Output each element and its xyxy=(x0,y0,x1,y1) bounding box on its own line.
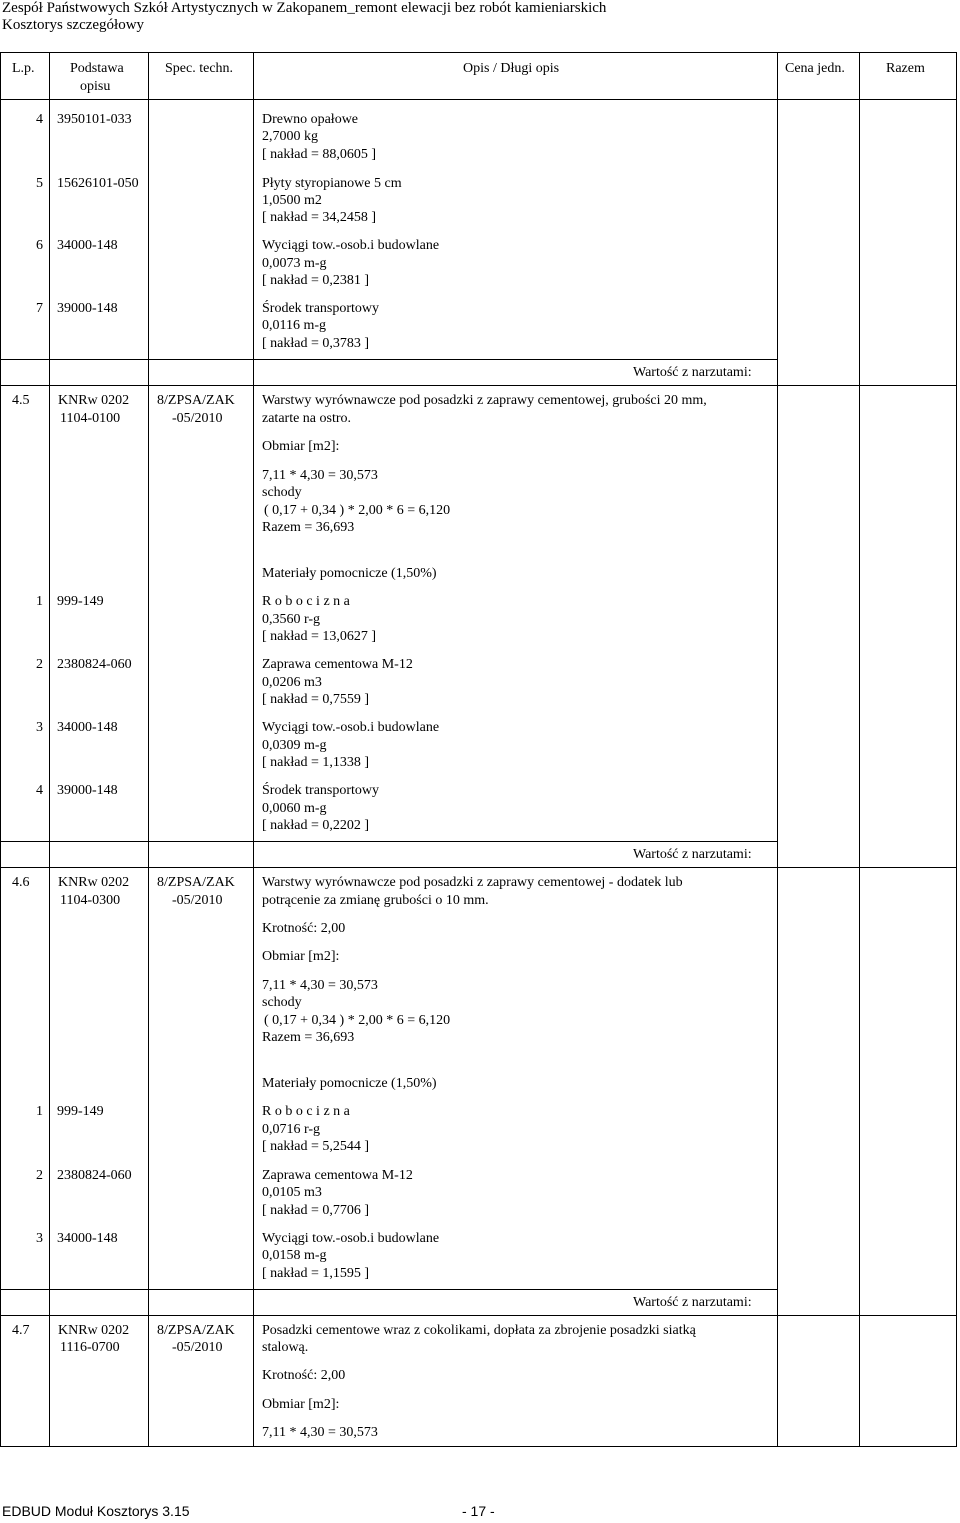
item-desc: Zaprawa cementowa M-12 xyxy=(262,657,413,672)
calc-line: Razem = 36,693 xyxy=(262,1030,355,1045)
item-qty: 1,0500 m2 xyxy=(262,193,322,208)
item-code: 34000-148 xyxy=(57,720,118,735)
position-lp: 4.5 xyxy=(12,393,30,408)
col-podstawa-1: Podstawa xyxy=(70,61,124,76)
item-code: 2380824-060 xyxy=(57,657,132,672)
item-code: 15626101-050 xyxy=(57,176,139,191)
calc-line: schody xyxy=(262,995,302,1010)
item-nr: 2 xyxy=(36,657,43,672)
col-podstawa-2: opisu xyxy=(80,79,111,94)
item-naklad: [ nakład = 0,2202 ] xyxy=(262,818,370,833)
position-basis: KNRw 0202 xyxy=(58,393,130,408)
doc-header-line2: Kosztorys szczegółowy xyxy=(2,17,145,33)
item-nr: 2 xyxy=(36,1168,43,1183)
position-basis: 1104-0300 xyxy=(60,893,121,908)
item-naklad: [ nakład = 0,7559 ] xyxy=(262,692,370,707)
item-qty: 0,0716 r-g xyxy=(262,1122,321,1137)
wartosc-label: Wartość z narzutami: xyxy=(633,1295,752,1310)
item-code: 34000-148 xyxy=(57,1231,118,1246)
col-spec: Spec. techn. xyxy=(165,61,234,76)
item-nr: 4 xyxy=(36,112,43,127)
position-spec: -05/2010 xyxy=(172,411,223,426)
position-spec: 8/ZPSA/ZAK xyxy=(157,875,235,890)
item-nr: 5 xyxy=(36,176,43,191)
item-naklad: [ nakład = 0,3783 ] xyxy=(262,336,370,351)
item-nr: 1 xyxy=(36,1104,43,1119)
footer-page-number: - 17 - xyxy=(462,1503,495,1519)
item-qty: 0,0060 m-g xyxy=(262,801,327,816)
col-razem: Razem xyxy=(886,61,925,76)
calc-line: Razem = 36,693 xyxy=(262,520,355,535)
position-desc: potrącenie za zmianę grubości o 10 mm. xyxy=(262,893,489,908)
item-qty: 0,3560 r-g xyxy=(262,612,321,627)
calc-line: 7,11 * 4,30 = 30,573 xyxy=(262,978,378,993)
krotnosc-label: Krotność: 2,00 xyxy=(262,1368,346,1383)
position-desc: Warstwy wyrównawcze pod posadzki z zaprawy cementowej - dodatek lub xyxy=(262,875,683,890)
calc-line: 7,11 * 4,30 = 30,573 xyxy=(262,1425,378,1440)
item-qty: 0,0206 m3 xyxy=(262,675,322,690)
item-desc: Środek transportowy xyxy=(262,301,380,316)
materials-label: Materiały pomocnicze (1,50%) xyxy=(262,566,437,581)
item-code: 39000-148 xyxy=(57,783,118,798)
wartosc-label: Wartość z narzutami: xyxy=(633,365,752,380)
footer-software: EDBUD Moduł Kosztorys 3.15 xyxy=(2,1503,190,1519)
item-desc: Drewno opałowe xyxy=(262,112,359,127)
item-desc: Zaprawa cementowa M-12 xyxy=(262,1168,413,1183)
item-qty: 2,7000 kg xyxy=(262,129,318,144)
item-qty: 0,0158 m-g xyxy=(262,1248,327,1263)
item-naklad: [ nakład = 13,0627 ] xyxy=(262,629,377,644)
position-desc: Warstwy wyrównawcze pod posadzki z zaprawy cementowej, grubości 20 mm, xyxy=(262,393,707,408)
item-nr: 3 xyxy=(36,720,43,735)
position-lp: 4.7 xyxy=(12,1323,30,1338)
col-lp: L.p. xyxy=(12,61,35,76)
obmiar-label: Obmiar [m2]: xyxy=(262,949,340,964)
calc-line: ( 0,17 + 0,34 ) * 2,00 * 6 = 6,120 xyxy=(264,1013,451,1028)
item-naklad: [ nakład = 1,1595 ] xyxy=(262,1266,370,1281)
calc-line: ( 0,17 + 0,34 ) * 2,00 * 6 = 6,120 xyxy=(264,503,451,518)
position-spec: -05/2010 xyxy=(172,893,223,908)
position-basis: KNRw 0202 xyxy=(58,875,130,890)
position-desc: Posadzki cementowe wraz z cokolikami, dopłata za zbrojenie posadzki siatką xyxy=(262,1323,696,1338)
item-desc: Wyciągi tow.-osob.i budowlane xyxy=(262,238,440,253)
doc-header-line1: Zespół Państwowych Szkół Artystycznych w Zakopanem_remont elewacji bez robót kamieniarskich xyxy=(2,0,607,16)
item-qty: 0,0309 m-g xyxy=(262,738,327,753)
item-naklad: [ nakład = 0,7706 ] xyxy=(262,1203,370,1218)
item-naklad: [ nakład = 34,2458 ] xyxy=(262,210,377,225)
obmiar-label: Obmiar [m2]: xyxy=(262,1397,340,1412)
item-qty: 0,0116 m-g xyxy=(262,318,327,333)
position-basis: KNRw 0202 xyxy=(58,1323,130,1338)
item-code: 39000-148 xyxy=(57,301,118,316)
item-naklad: [ nakład = 88,0605 ] xyxy=(262,147,377,162)
item-desc: Wyciągi tow.-osob.i budowlane xyxy=(262,720,440,735)
position-basis: 1116-0700 xyxy=(60,1340,120,1355)
item-desc: R o b o c i z n a xyxy=(262,1104,350,1119)
materials-label: Materiały pomocnicze (1,50%) xyxy=(262,1076,437,1091)
position-desc: stalową. xyxy=(262,1340,309,1355)
item-code: 999-149 xyxy=(57,1104,104,1119)
item-qty: 0,0073 m-g xyxy=(262,256,327,271)
item-naklad: [ nakład = 1,1338 ] xyxy=(262,755,370,770)
krotnosc-label: Krotność: 2,00 xyxy=(262,921,346,936)
position-desc: zatarte na ostro. xyxy=(262,411,352,426)
position-basis: 1104-0100 xyxy=(60,411,121,426)
position-spec: -05/2010 xyxy=(172,1340,223,1355)
position-lp: 4.6 xyxy=(12,875,30,890)
item-nr: 3 xyxy=(36,1231,43,1246)
item-code: 999-149 xyxy=(57,594,104,609)
item-desc: Wyciągi tow.-osob.i budowlane xyxy=(262,1231,440,1246)
obmiar-label: Obmiar [m2]: xyxy=(262,439,340,454)
item-desc: Środek transportowy xyxy=(262,783,380,798)
item-nr: 6 xyxy=(36,238,43,253)
item-code: 3950101-033 xyxy=(57,112,132,127)
item-nr: 7 xyxy=(36,301,43,316)
col-cena: Cena jedn. xyxy=(785,61,845,76)
item-desc: Płyty styropianowe 5 cm xyxy=(262,176,402,191)
item-naklad: [ nakład = 5,2544 ] xyxy=(262,1139,370,1154)
item-code: 34000-148 xyxy=(57,238,118,253)
col-opis: Opis / Długi opis xyxy=(463,61,560,76)
item-desc: R o b o c i z n a xyxy=(262,594,350,609)
item-naklad: [ nakład = 0,2381 ] xyxy=(262,273,370,288)
calc-line: 7,11 * 4,30 = 30,573 xyxy=(262,468,378,483)
calc-line: schody xyxy=(262,485,302,500)
item-nr: 4 xyxy=(36,783,43,798)
position-spec: 8/ZPSA/ZAK xyxy=(157,1323,235,1338)
item-qty: 0,0105 m3 xyxy=(262,1185,322,1200)
wartosc-label: Wartość z narzutami: xyxy=(633,847,752,862)
item-code: 2380824-060 xyxy=(57,1168,132,1183)
position-spec: 8/ZPSA/ZAK xyxy=(157,393,235,408)
item-nr: 1 xyxy=(36,594,43,609)
